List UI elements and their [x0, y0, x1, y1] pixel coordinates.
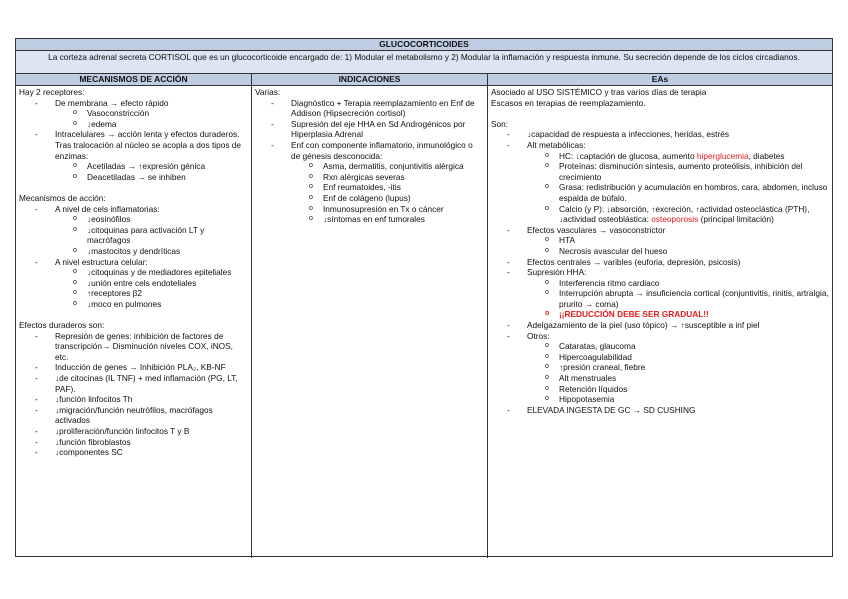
osteoporosis-highlight: osteoporosis — [651, 214, 699, 225]
list-item: - ↓capacidad de respuesta a infecciones, heridas, estrés — [491, 129, 829, 140]
list-item: o ↓edema — [19, 119, 248, 130]
list-item: - ↓proliferación/función linfocitos T y B — [19, 426, 248, 437]
list-item: - Efectos vasculares → vasoconstrictor — [491, 225, 829, 236]
varias-title: Varias: — [255, 87, 281, 97]
column-indicaciones — [252, 86, 488, 558]
list-item: o Deacetiladas → se inhiben — [19, 172, 248, 183]
list-item: o ↓moco en pulmones — [19, 299, 248, 310]
list-item: o Retención líquidos — [491, 384, 829, 395]
list-item: - Diagnóstico + Terapia reemplazamiento en Enf de Addison (Hipsecreción cortisol) — [255, 98, 484, 119]
column-eas — [488, 86, 832, 558]
header-mecanismos: MECANISMOS DE ACCIÓN — [16, 74, 252, 85]
list-item-hc: o HC: ↓captación de glucosa, aumento hiperglucemia, diabetes — [491, 151, 829, 162]
list-item: - Supresión del eje HHA en Sd Androgénicos por Hiperplasia Adrenal — [255, 119, 484, 140]
list-item: o Necrosis avascular del hueso — [491, 246, 829, 257]
list-item: o ↑receptores β2 — [19, 288, 248, 299]
list-item: o Alt menstruales — [491, 373, 829, 384]
list-item: - A nivel estructura celular: — [19, 257, 248, 268]
column-mecanismos — [16, 86, 252, 558]
list-item: o Interferencia ritmo cardiaco — [491, 278, 829, 289]
escasos-text: Escasos en terapias de reemplazamiento. — [491, 97, 646, 108]
list-item: o Enf reumatoides, -itis — [255, 182, 484, 193]
list-item: o Rxn alérgicas severas — [255, 172, 484, 183]
header-indicaciones: INDICACIONES — [252, 74, 488, 85]
list-item: o Asma, dermatitis, conjuntivitis alérgica — [255, 161, 484, 172]
list-item: - ↓migración/función neutrófilos, macrófagos activados — [19, 405, 248, 426]
list-item: o ↓eosinófilos — [19, 214, 248, 225]
list-item: o ↓citoquinas para activación LT y macrófagos — [19, 225, 248, 246]
list-item: o ↓unión entre cels endoteliales — [19, 278, 248, 289]
list-item: o ↑presión craneal, fiebre — [491, 362, 829, 373]
table-title: GLUCOCORTICOIDES — [16, 39, 832, 51]
intro-text: La corteza adrenal secreta CORTISOL que es un glucocorticoide encargado de: 1) Modular el metabolismo y 2) Modular la inflamación y respuesta inmune. Su secreción depende de los ciclos circadianos. — [16, 51, 832, 74]
list-item: - ↓función fibroblastos — [19, 437, 248, 448]
list-item: - Efectos centrales → varibles (euforia, depresión, psicosis) — [491, 257, 829, 268]
list-item: o Enf de colágeno (lupus) — [255, 193, 484, 204]
list-item: - Inducción de genes → Inhibición PLA₂, KB-NF — [19, 362, 248, 373]
reduccion-warning: o ¡¡REDUCCIÓN DEBE SER GRADUAL!! — [491, 309, 829, 320]
header-eas: EAs — [651, 74, 669, 84]
mech-title: Mecanismos de acción: — [19, 192, 106, 203]
list-item: - Adelgazamiento de la piel (uso tópico) → ↑susceptible a inf piel — [491, 320, 829, 331]
list-item: - Otros: — [491, 331, 829, 342]
list-item: - Intracelulares → acción lenta y efectos duraderos. Tras tralocación al núcleo se acopla a dos tipos de enzimas: — [19, 129, 248, 161]
list-item: - Represión de genes: inhibición de factores de transcripción→ Disminución niveles COX, iNOS, etc. — [19, 331, 248, 363]
list-item: - Enf con componente inflamatorio, inmunológico o de génesis desconocida: — [255, 140, 484, 161]
column-headers — [16, 74, 832, 86]
list-item: o Interrupción abrupta → insuficiencia cortical (conjuntivitis, rinitis, artralgia, prurito → coma) — [491, 288, 829, 309]
list-item: o Acetiladas → ↑expresión génica — [19, 161, 248, 172]
list-item: - Alt metabólicas: — [491, 140, 829, 151]
list-item: o Hipopotasemia — [491, 394, 829, 405]
list-item: - Supresión HHA: — [491, 267, 829, 278]
receptors-title: Hay 2 receptores: — [19, 87, 85, 97]
list-item: - De membrana → efecto rápido — [19, 98, 248, 109]
list-item: - A nivel de cels inflamatorias: — [19, 204, 248, 215]
list-item: o ↓citoquinas y de mediadores epiteliales — [19, 267, 248, 278]
list-item: o HTA — [491, 235, 829, 246]
list-item: o ↓síntomas en enf tumorales — [255, 214, 484, 225]
list-item: o Grasa: redistribución y acumulación en hombros, cara, abdomen, incluso espalda de búfalo. — [491, 182, 829, 203]
list-item: o Vasoconstricción — [19, 108, 248, 119]
list-item: o Hipercoagulabilidad — [491, 352, 829, 363]
list-item: o Inmunosupresión en Tx o cáncer — [255, 204, 484, 215]
list-item: - ELEVADA INGESTA DE GC → SD CUSHING — [491, 405, 829, 416]
list-item-calcio: o Calcio (y P): ↓absorción, ↑excreción, ↑actividad osteoclástica (PTH), ↓actividad osteoblástica: osteoporosis (principal limitación) — [491, 204, 829, 225]
son-title: Son: — [491, 118, 509, 129]
list-item: o Proteínas: disminución síntesis, aumento proteólisis, inhibición del crecimiento — [491, 161, 829, 182]
durable-title: Efectos duraderos son: — [19, 320, 105, 331]
list-item: - ↓función linfocitos Th — [19, 394, 248, 405]
glucocorticoides-table — [15, 38, 833, 557]
hiperglucemia-highlight: hiperglucemia — [696, 150, 749, 161]
list-item: - ↓de citocinas (IL TNF) + med inflamación (PG, LT, PAF). — [19, 373, 248, 394]
list-item: o ↓mastocitos y dendríticas — [19, 246, 248, 257]
list-item: - ↓componentes SC — [19, 447, 248, 458]
asociado-text: Asociado al USO SISTÉMICO y tras varios días de terapia — [491, 87, 707, 97]
list-item: o Cataratas, glaucoma — [491, 341, 829, 352]
